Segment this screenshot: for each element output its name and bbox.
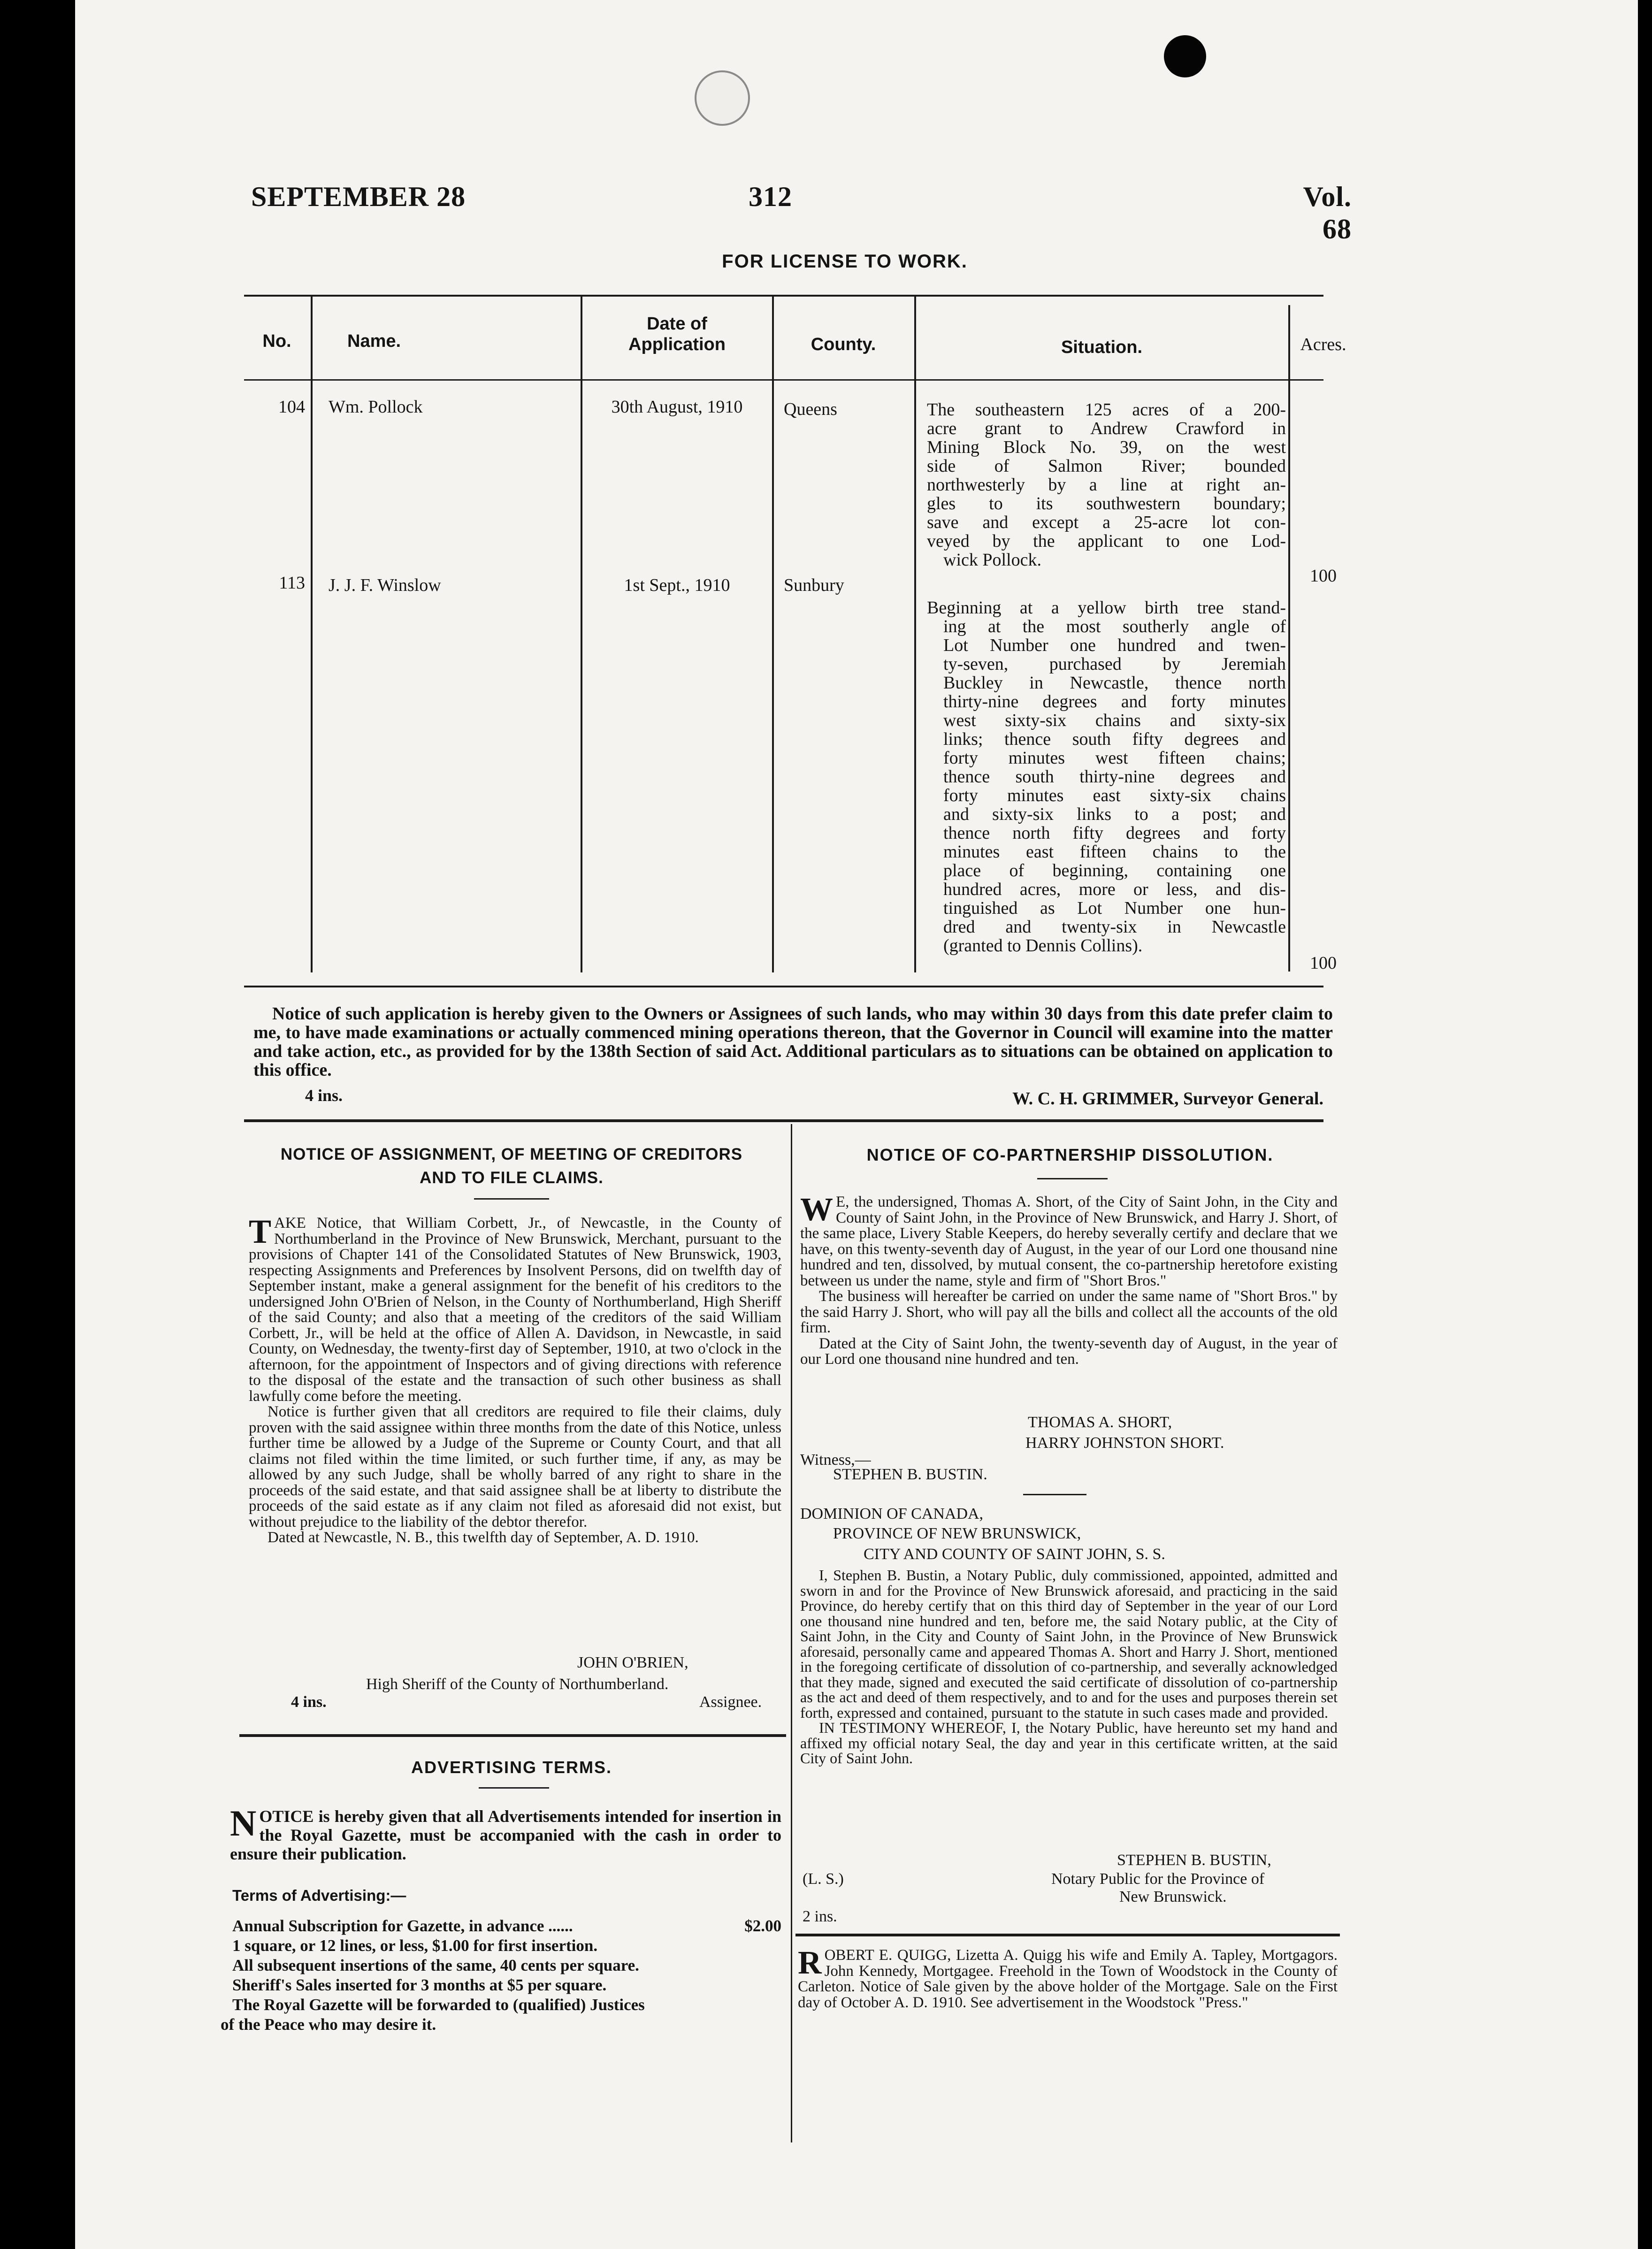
col-header-acres: Acres. bbox=[1300, 335, 1346, 354]
advertising-term-1-price: $2.00 bbox=[744, 1917, 781, 1935]
short-rule bbox=[474, 1198, 549, 1200]
col-header-date-1: Date of bbox=[647, 314, 707, 334]
notary-seal: (L. S.) bbox=[803, 1870, 844, 1888]
copartnership-signer-1: THOMAS A. SHORT, bbox=[1028, 1414, 1172, 1431]
copartnership-para-3: Dated at the City of Saint John, the twenty-seventh day of August, in the year of our Lord one thousand nine hundred and ten. bbox=[800, 1335, 1338, 1368]
row-date: 1st Sept., 1910 bbox=[624, 575, 730, 595]
advertising-term-2: 1 square, or 12 lines, or less, $1.00 for first insertion. bbox=[232, 1936, 598, 1955]
advertising-notice-block bbox=[230, 1803, 781, 1863]
advertising-notice: OTICE is hereby given that all Advertisements intended for insertion in the Royal Gazette, must be accompanied with the cash in order to ensure their publication. bbox=[230, 1807, 781, 1863]
advertising-term-4: Sheriff's Sales inserted for 3 months at $5 per square. bbox=[232, 1976, 607, 1994]
quigg-notice bbox=[798, 1945, 1338, 2011]
license-notice: Notice of such application is hereby given to the Owners or Assignees of such lands, who may within 30 days from this date prefer claim to me, to have made examinations or actually commenced mining operations thereon, that the Governor in Council will examine into the matter and take action, etc., as provided for by the 138th Section of said Act. Additional particulars as to situations can be obtained on application to this office. bbox=[253, 1004, 1333, 1080]
col-header-name: Name. bbox=[347, 331, 401, 351]
row-acres: 100 bbox=[1310, 953, 1337, 973]
table-header-rule bbox=[244, 379, 1323, 381]
short-rule bbox=[1023, 1494, 1086, 1495]
assignment-para-3: Dated at Newcastle, N. B., this twelfth day of September, A. D. 1910. bbox=[268, 1529, 699, 1546]
assignment-title-1: NOTICE OF ASSIGNMENT, OF MEETING OF CREDITORS bbox=[280, 1145, 743, 1163]
copartnership-dropcap: W bbox=[800, 1192, 833, 1228]
row-date: 30th August, 1910 bbox=[611, 397, 743, 417]
row-county: Queens bbox=[784, 399, 837, 419]
copartnership-para-1: E, the undersigned, Thomas A. Short, of the City of Saint John, in the City and County of Saint John, in the Province of New Brunswick, and Harry J. Short, of the same place, Livery Stable Keepers, do hereby severally certify and declare that we have, on this twenty-seventh day of August, in the year of our Lord one thousand nine hundred and ten, dissolved, by mutual consent, the co-partnership heretofore existing between us under the name, style and firm of "Short Bros." bbox=[800, 1193, 1338, 1289]
province-label: PROVINCE OF NEW BRUNSWICK, bbox=[833, 1525, 1081, 1542]
col-header-date-2: Application bbox=[628, 335, 726, 354]
column-rule bbox=[791, 1124, 792, 2142]
column-divider bbox=[311, 297, 313, 972]
copartnership-insertions: 2 ins. bbox=[803, 1908, 837, 1925]
advertising-term-5-line-2: of the Peace who may desire it. bbox=[221, 2015, 436, 2034]
col-header-no: No. bbox=[262, 331, 291, 351]
witness-label: Witness,— bbox=[800, 1451, 871, 1469]
notary-body bbox=[800, 1568, 1338, 1766]
advertising-term-1: Annual Subscription for Gazette, in advance ...... bbox=[232, 1917, 573, 1935]
col-header-situation: Situation. bbox=[1061, 337, 1143, 357]
row-name: Wm. Pollock bbox=[329, 397, 423, 417]
section-rule bbox=[244, 1119, 1323, 1122]
quigg-dropcap: R bbox=[798, 1945, 822, 1981]
assignment-role: Assignee. bbox=[699, 1693, 762, 1711]
assignment-signer: JOHN O'BRIEN, bbox=[577, 1654, 688, 1671]
assignment-dropcap: T bbox=[249, 1213, 272, 1250]
notary-para-1: I, Stephen B. Bustin, a Notary Public, duly commissioned, appointed, admitted and sworn in and for the Province of New Brunswick aforesaid, and practicing in the said Province, do hereby certify that on this third day of September in the year of our Lord one thousand nine hundred and ten, before me, the said Notary public, at the City of Saint John, in the City and County of Saint John, in the Province of New Brunswick aforesaid, personally came and appeared Thomas A. Short and Harry J. Short, mentioned in the foregoing certificate of dissolution of co-partnership, and severally acknowledged that they made, signed and executed the said certificate of dissolution of co-partnership as the act and deed of them respectively, and to and for the uses and purposes therein set forth, expressed and contained, pursuant to the statute in such cases made and provided. bbox=[800, 1567, 1338, 1721]
advertising-title: ADVERTISING TERMS. bbox=[411, 1758, 612, 1777]
advertising-terms-heading: Terms of Advertising:— bbox=[232, 1887, 406, 1904]
advertising-term-5-line-1: The Royal Gazette will be forwarded to (qualified) Justices bbox=[232, 1996, 645, 2014]
copartnership-signer-2: HARRY JOHNSTON SHORT. bbox=[1025, 1434, 1224, 1452]
city-county-label: CITY AND COUNTY OF SAINT JOHN, S. S. bbox=[864, 1545, 1165, 1563]
advertising-term-3: All subsequent insertions of the same, 40 cents per square. bbox=[232, 1956, 639, 1974]
column-divider bbox=[1288, 305, 1290, 972]
license-insertions: 4 ins. bbox=[305, 1086, 343, 1105]
volume-number: Vol. 68 bbox=[1303, 181, 1352, 245]
assignment-title-2: AND TO FILE CLAIMS. bbox=[420, 1169, 604, 1187]
short-rule bbox=[479, 1787, 549, 1789]
notary-para-2: IN TESTIMONY WHEREOF, I, the Notary Public, have hereunto set my hand and affixed my official notary Seal, the day and year in this certificate written, at the said City of Saint John. bbox=[800, 1719, 1338, 1767]
section-rule bbox=[795, 1934, 1340, 1936]
row-acres: 100 bbox=[1310, 566, 1337, 586]
notary-title-2: New Brunswick. bbox=[1119, 1888, 1227, 1905]
col-header-county: County. bbox=[811, 335, 876, 354]
short-rule bbox=[1037, 1178, 1108, 1179]
header-date: SEPTEMBER 28 bbox=[251, 181, 466, 212]
assignment-insertions: 4 ins. bbox=[291, 1693, 327, 1711]
assignment-body bbox=[249, 1213, 781, 1546]
assignment-para-1: AKE Notice, that William Corbett, Jr., of Newcastle, in the County of Northumberland in the Province of New Brunswick, Merchant, pursuant to the provisions of Chapter 141 of the Consolidated Statutes of New Brunswick, 1903, respecting Assignments and Preferences by Insolvent Persons, did on twelfth day of September instant, make a general assignment for the benefit of his creditors to the undersigned John O'Brien of Nelson, in the County of Northumberland, High Sheriff of the said County; and also that a meeting of the creditors of the said William Corbett, Jr., will be held at the office of Allen A. Davidson, in Newcastle, in said County, on Wednesday, the twenty-first day of September, 1910, at two o'clock in the afternoon, for the appointment of Inspectors and of giving directions with reference to the disposal of the estate and the transaction of such other business as shall lawfully come before the meeting. bbox=[249, 1215, 781, 1405]
assignment-para-2: Notice is further given that all creditors are required to file their claims, duly proven with the said assignee within three months from the date of this Notice, unless further time be allowed by a Judge of the Supreme or County Court, and that all claims not filed within the time limited, or such further time, if any, as may be allowed by any such Judge, shall be wholly barred of any right to share in the proceeds of the said estate, and that said assignee shall be at liberty to distribute the proceeds of the said estate as if any claim not filed as aforesaid did not exist, but without prejudice to the liability of the debtor therefor. bbox=[249, 1403, 781, 1530]
row-name: J. J. F. Winslow bbox=[329, 575, 441, 595]
copartnership-para-2: The business will hereafter be carried on under the same name of "Short Bros." by the said Harry J. Short, who will pay all the bills and collect all the accounts of the old firm. bbox=[800, 1288, 1338, 1336]
section-rule bbox=[239, 1734, 786, 1737]
row-no: 104 bbox=[278, 397, 305, 417]
license-section-title: FOR LICENSE TO WORK. bbox=[722, 251, 968, 272]
copartnership-title: NOTICE OF CO-PARTNERSHIP DISSOLUTION. bbox=[866, 1145, 1274, 1164]
row-county: Sunbury bbox=[784, 575, 844, 595]
column-divider bbox=[581, 297, 582, 972]
table-bottom-rule bbox=[244, 986, 1323, 987]
column-divider bbox=[772, 297, 774, 972]
quigg-text: OBERT E. QUIGG, Lizetta A. Quigg his wife and Emily A. Tapley, Mortgagors. John Kennedy, Mortgagee. Freehold in the Town of Woodstock in the County of Carleton. Notice of Sale given by the above holder of the Mortgage. Sale on the First day of October A. D. 1910. See advertisement in the Woodstock "Press." bbox=[798, 1947, 1338, 2011]
advertising-dropcap: N bbox=[230, 1803, 257, 1844]
table-top-rule bbox=[244, 295, 1323, 297]
column-divider bbox=[914, 297, 916, 972]
punch-hole-dark bbox=[1164, 35, 1206, 77]
punch-hole bbox=[695, 70, 750, 126]
notary-name: STEPHEN B. BUSTIN, bbox=[1117, 1851, 1271, 1869]
page-number: 312 bbox=[749, 181, 792, 212]
witness-name: STEPHEN B. BUSTIN. bbox=[833, 1466, 987, 1483]
row-no: 113 bbox=[279, 573, 305, 593]
dominion-label: DOMINION OF CANADA, bbox=[800, 1505, 984, 1522]
copartnership-body bbox=[800, 1194, 1338, 1368]
assignment-signer-title: High Sheriff of the County of Northumberland. bbox=[366, 1675, 669, 1693]
notary-title-1: Notary Public for the Province of bbox=[1051, 1870, 1265, 1888]
license-signature: W. C. H. GRIMMER, Surveyor General. bbox=[1012, 1089, 1323, 1109]
